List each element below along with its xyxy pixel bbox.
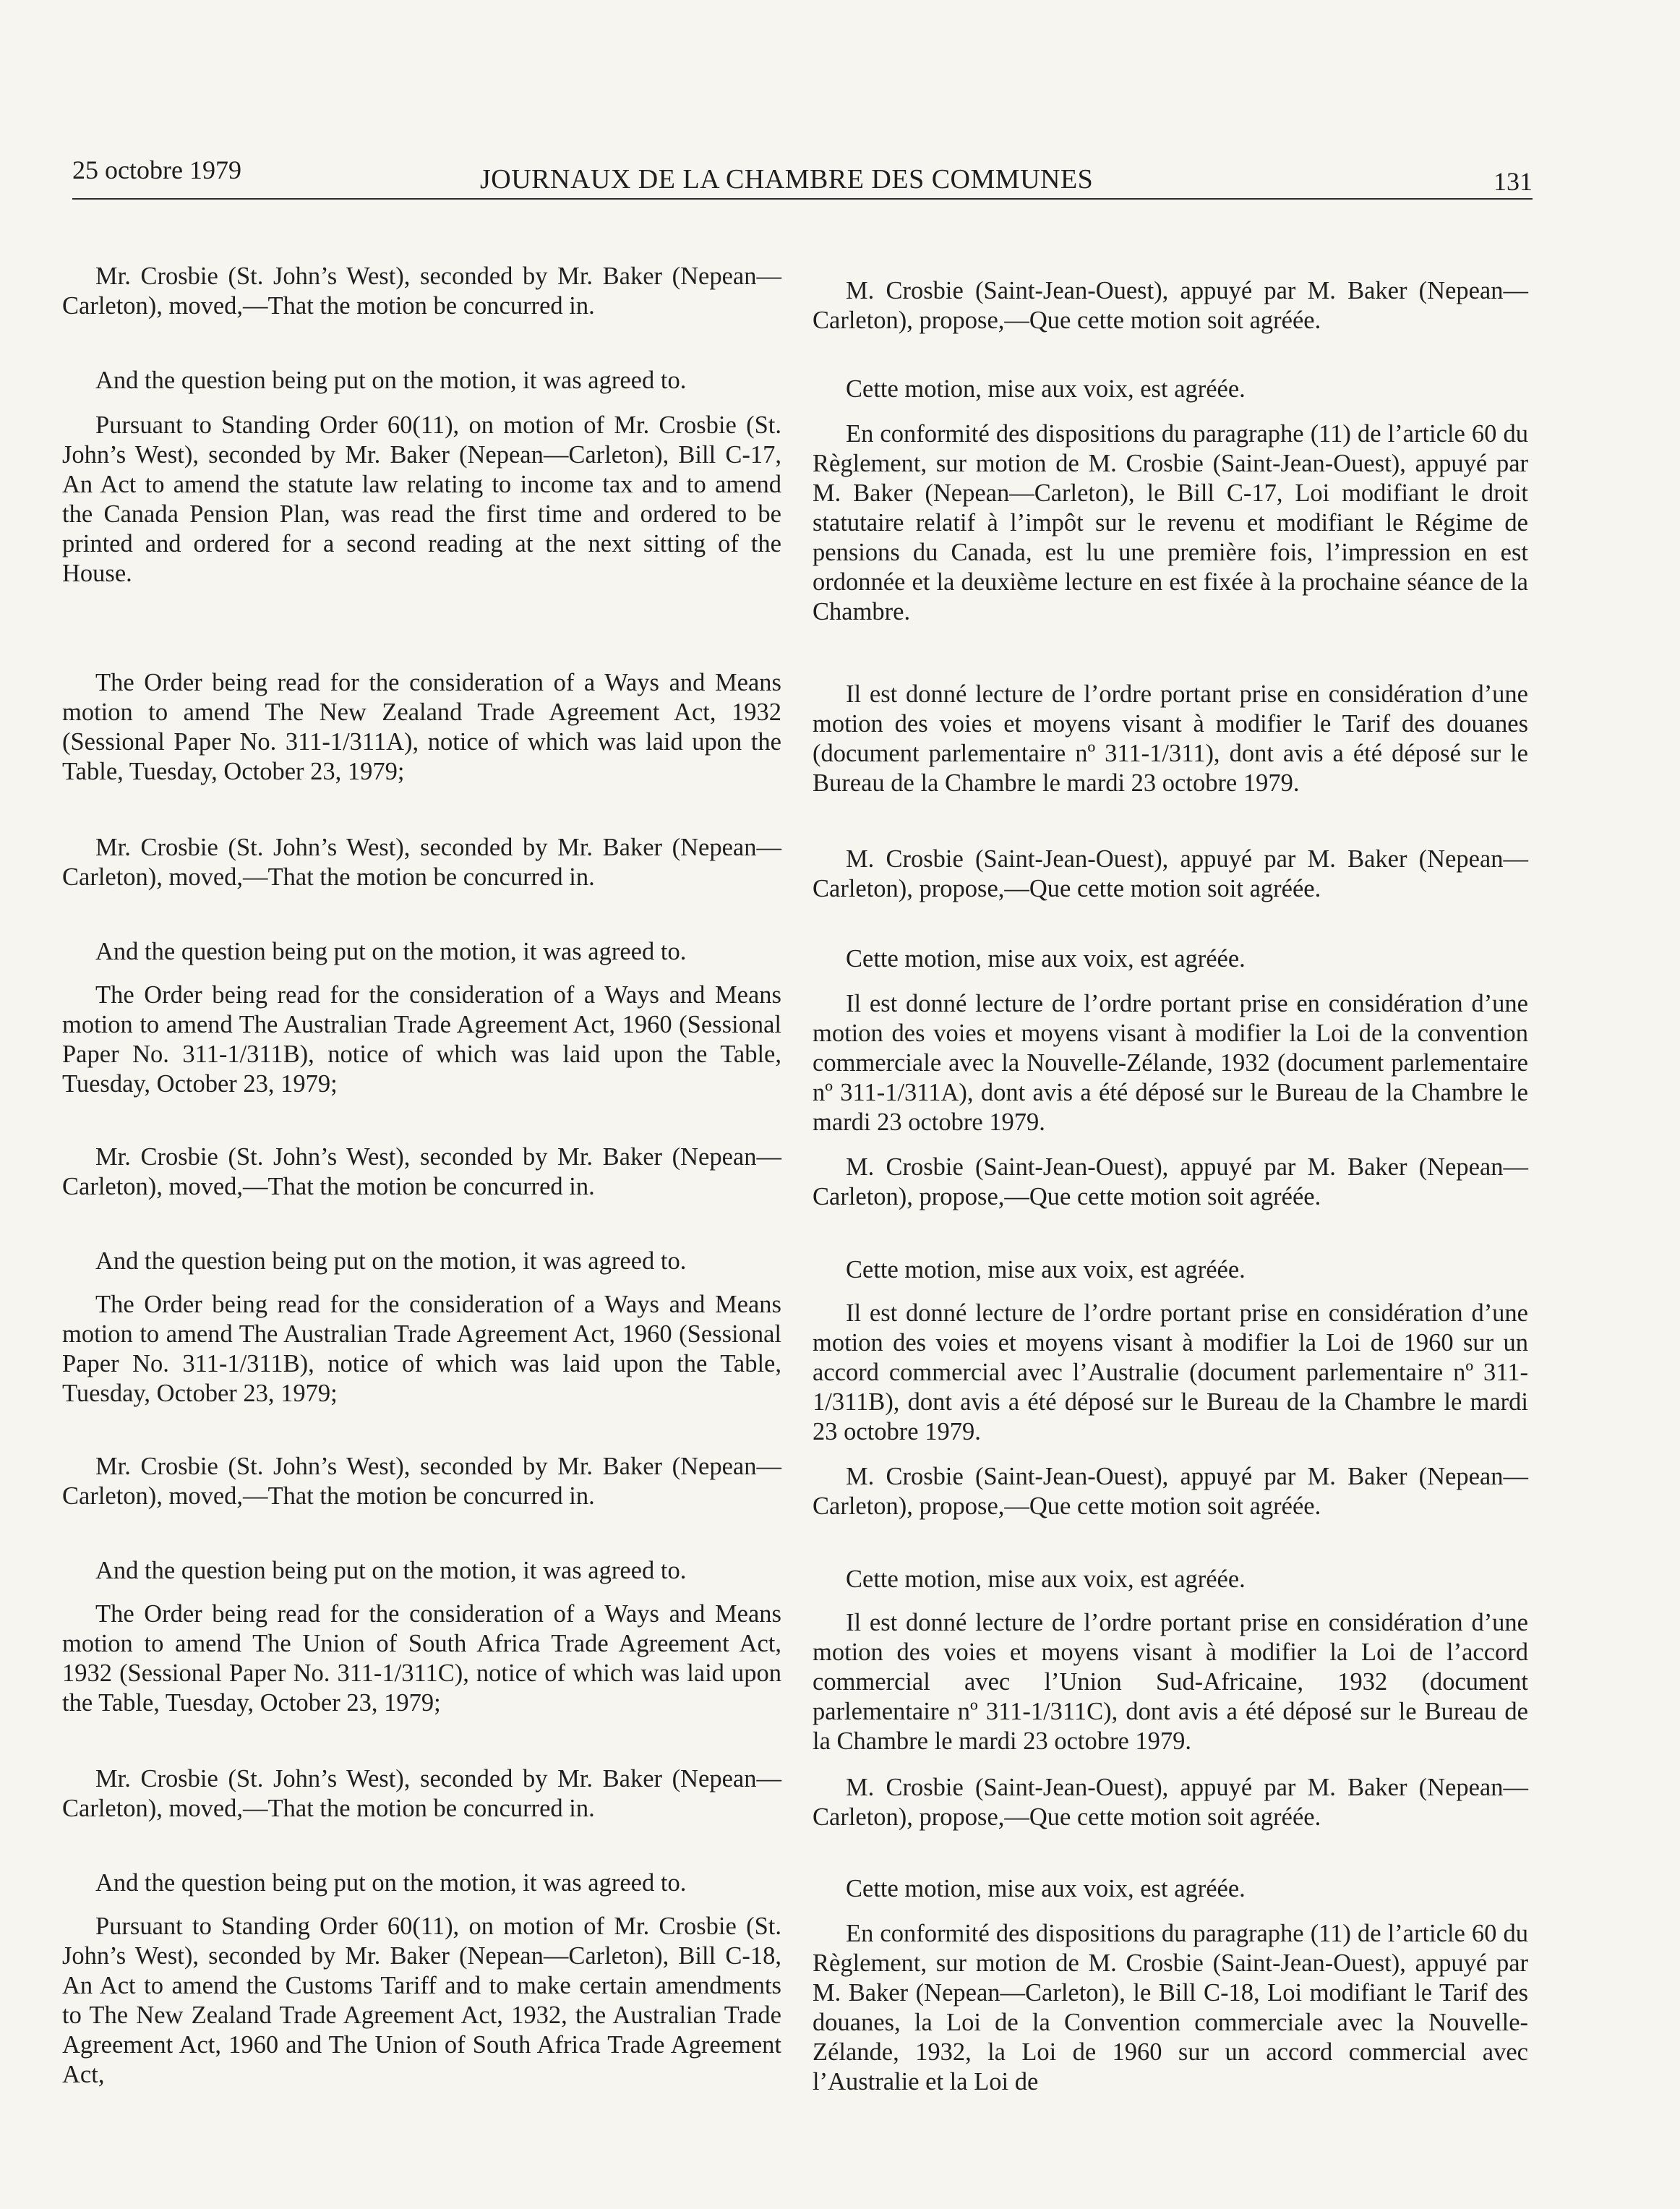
english-paragraph: Mr. Crosbie (St. John’s West), seconded by Mr. Baker (Nepean—Carleton), moved,—That the motion be concurred in. (62, 1765, 781, 1822)
french-paragraph: Cette motion, mise aux voix, est agréée. (846, 1565, 1246, 1593)
page-header (72, 155, 1533, 198)
french-paragraph: En conformité des dispositions du paragraphe (11) de l’article 60 du Règlement, sur motion de M. Crosbie (Saint-Jean-Ouest), appuyé par M. Baker (Nepean—Carleton), le Bill C-18, Loi modifiant le Tarif des douanes, la Loi de la Convention commerciale avec la Nouvelle-Zélande, 1932, la Loi de 1960 sur un accord commercial avec l’Australie et la Loi de (813, 1920, 1528, 2095)
english-paragraph: And the question being put on the motion, it was agreed to. (95, 1247, 687, 1275)
english-paragraph: The Order being read for the consideration of a Ways and Means motion to amend The Union of South Africa Trade Agreement Act, 1932 (Sessional Paper No. 311-1/311C), notice of which was laid upon the Table, Tuesday, October 23, 1979; (62, 1600, 781, 1717)
french-paragraph: Il est donné lecture de l’ordre portant prise en considération d’une motion des voies et moyens visant à modifier la Loi de 1960 sur un accord commercial avec l’Australie (document parlementaire nº 311-1/311B), dont avis a été déposé sur le Bureau de la Chambre le mardi 23 octobre 1979. (813, 1299, 1528, 1445)
french-paragraph: Cette motion, mise aux voix, est agréée. (846, 945, 1246, 973)
header-title: JOURNAUX DE LA CHAMBRE DES COMMUNES (480, 164, 1094, 195)
english-paragraph: And the question being put on the motion, it was agreed to. (95, 367, 687, 394)
french-paragraph: M. Crosbie (Saint-Jean-Ouest), appuyé par M. Baker (Nepean—Carleton), propose,—Que cette motion soit agréée. (813, 845, 1528, 902)
english-paragraph: And the question being put on the motion, it was agreed to. (95, 1557, 687, 1584)
french-paragraph: M. Crosbie (Saint-Jean-Ouest), appuyé par M. Baker (Nepean—Carleton), propose,—Que cette motion soit agréée. (813, 1153, 1528, 1210)
french-paragraph: En conformité des dispositions du paragraphe (11) de l’article 60 du Règlement, sur motion de M. Crosbie (Saint-Jean-Ouest), appuyé par M. Baker (Nepean—Carleton), le Bill C-17, Loi modifiant le droit statutaire relatif à l’impôt sur le revenu et modifiant le Régime de pensions du Canada, est lu une première fois, l’impression en est ordonnée et la deuxième lecture en est fixée à la prochaine séance de la Chambre. (813, 420, 1528, 625)
french-paragraph: Il est donné lecture de l’ordre portant prise en considération d’une motion des voies et moyens visant à modifier la Loi de l’accord commercial avec l’Union Sud-Africaine, 1932 (document parlementaire nº 311-1/311C), dont avis a été déposé sur le Bureau de la Chambre le mardi 23 octobre 1979. (813, 1609, 1528, 1755)
header-rule (72, 198, 1533, 200)
french-paragraph: Cette motion, mise aux voix, est agréée. (846, 375, 1246, 403)
english-paragraph: The Order being read for the consideration of a Ways and Means motion to amend The Australian Trade Agreement Act, 1960 (Sessional Paper No. 311-1/311B), notice of which was laid upon the Table, Tuesday, October 23, 1979; (62, 1291, 781, 1407)
english-paragraph: And the question being put on the motion, it was agreed to. (95, 1869, 687, 1897)
english-paragraph: Mr. Crosbie (St. John’s West), seconded by Mr. Baker (Nepean—Carleton), moved,—That the motion be concurred in. (62, 262, 781, 320)
french-paragraph: Il est donné lecture de l’ordre portant prise en considération d’une motion des voies et moyens visant à modifier le Tarif des douanes (document parlementaire nº 311-1/311), dont avis a été déposé sur le Bureau de la Chambre le mardi 23 octobre 1979. (813, 680, 1528, 797)
french-paragraph: M. Crosbie (Saint-Jean-Ouest), appuyé par M. Baker (Nepean—Carleton), propose,—Que cette motion soit agréée. (813, 277, 1528, 334)
english-paragraph: Mr. Crosbie (St. John’s West), seconded by Mr. Baker (Nepean—Carleton), moved,—That the motion be concurred in. (62, 834, 781, 891)
page-number: 131 (1493, 167, 1533, 196)
english-paragraph: The Order being read for the consideration of a Ways and Means motion to amend The New Zealand Trade Agreement Act, 1932 (Sessional Paper No. 311-1/311A), notice of which was laid upon the Table, Tuesday, October 23, 1979; (62, 669, 781, 785)
french-paragraph: Il est donné lecture de l’ordre portant prise en considération d’une motion des voies et moyens visant à modifier la Loi de la convention commerciale avec la Nouvelle-Zélande, 1932 (document parlementaire nº 311-1/311A), dont avis a été déposé sur le Bureau de la Chambre le mardi 23 octobre 1979. (813, 990, 1528, 1136)
english-paragraph: Mr. Crosbie (St. John’s West), seconded by Mr. Baker (Nepean—Carleton), moved,—That the motion be concurred in. (62, 1453, 781, 1510)
french-paragraph: Cette motion, mise aux voix, est agréée. (846, 1256, 1246, 1283)
english-paragraph: The Order being read for the consideration of a Ways and Means motion to amend The Australian Trade Agreement Act, 1960 (Sessional Paper No. 311-1/311B), notice of which was laid upon the Table, Tuesday, October 23, 1979; (62, 981, 781, 1098)
english-paragraph: Pursuant to Standing Order 60(11), on motion of Mr. Crosbie (St. John’s West), seconded by Mr. Baker (Nepean—Carleton), Bill C-18, An Act to amend the Customs Tariff and to make certain amendments to The New Zealand Trade Agreement Act, 1932, the Australian Trade Agreement Act, 1960 and The Union of South Africa Trade Agreement Act, (62, 1913, 781, 2088)
french-paragraph: M. Crosbie (Saint-Jean-Ouest), appuyé par M. Baker (Nepean—Carleton), propose,—Que cette motion soit agréée. (813, 1774, 1528, 1831)
french-paragraph: M. Crosbie (Saint-Jean-Ouest), appuyé par M. Baker (Nepean—Carleton), propose,—Que cette motion soit agréée. (813, 1463, 1528, 1520)
english-paragraph: Mr. Crosbie (St. John’s West), seconded by Mr. Baker (Nepean—Carleton), moved,—That the motion be concurred in. (62, 1143, 781, 1200)
french-paragraph: Cette motion, mise aux voix, est agréée. (846, 1875, 1246, 1902)
english-paragraph: And the question being put on the motion, it was agreed to. (95, 938, 687, 965)
header-date: 25 octobre 1979 (72, 155, 241, 184)
english-paragraph: Pursuant to Standing Order 60(11), on motion of Mr. Crosbie (St. John’s West), seconded by Mr. Baker (Nepean—Carleton), Bill C-17, An Act to amend the statute law relating to income tax and to amend the Canada Pension Plan, was read the first time and ordered to be printed and ordered for a second reading at the next sitting of the House. (62, 411, 781, 587)
